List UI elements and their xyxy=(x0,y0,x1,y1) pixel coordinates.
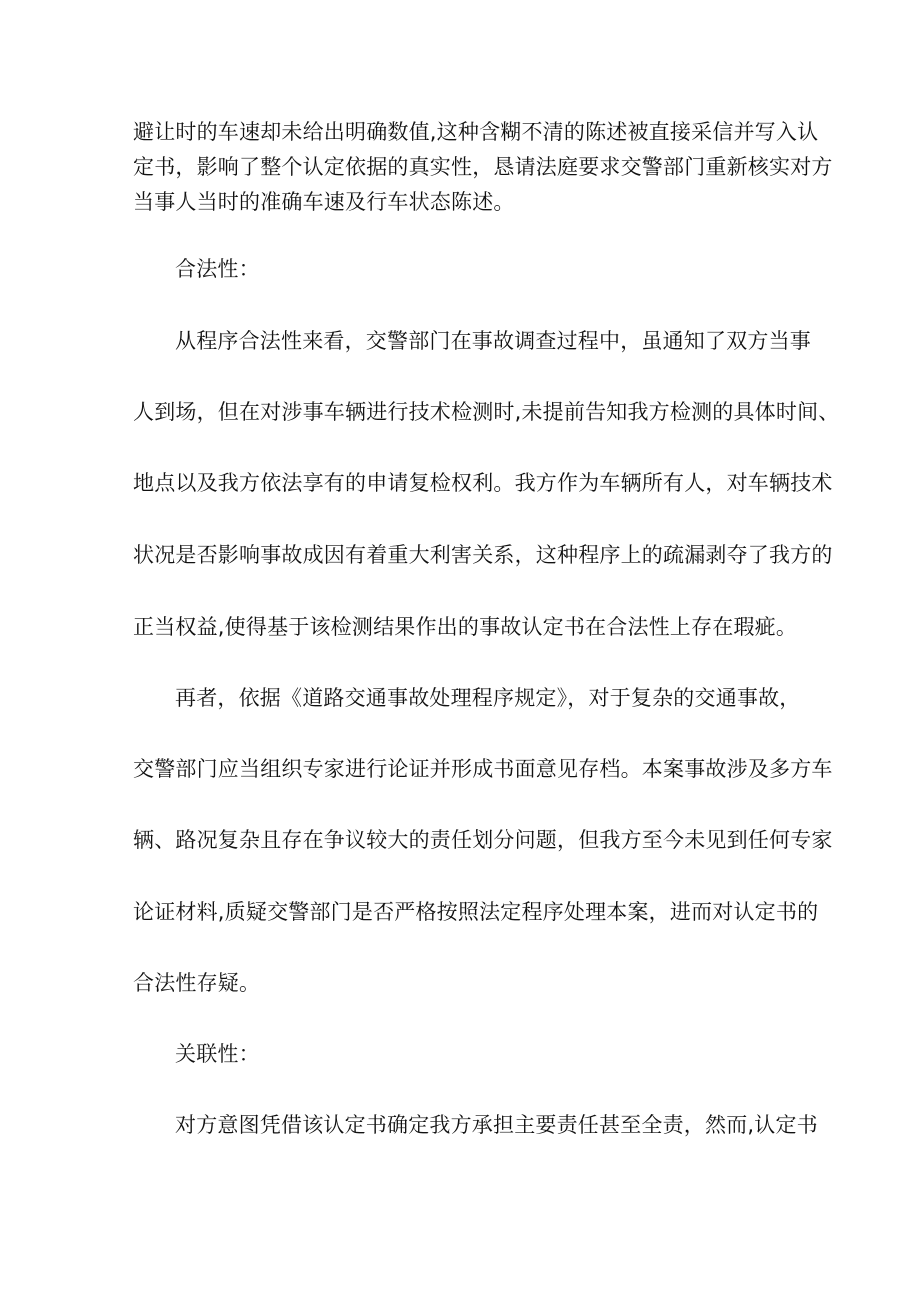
paragraph-line: 合法性存疑。 xyxy=(133,971,261,995)
paragraph-line: 当事人当时的准确车速及行车状态陈述。 xyxy=(133,190,515,214)
paragraph-line: 正当权益,使得基于该检测结果作出的事故认定书在合法性上存在瑕疵。 xyxy=(133,615,798,639)
section-heading-relevance: 关联性： xyxy=(175,1042,260,1066)
paragraph-line: 辆、路况复杂且存在争议较大的责任划分问题，但我方至今未见到任何专家 xyxy=(133,828,833,852)
paragraph-line: 从程序合法性来看，交警部门在事故调查过程中，虽通知了双方当事 xyxy=(175,329,811,353)
paragraph-line: 避让时的车速却未给出明确数值,这种含糊不清的陈述被直接采信并写入认 xyxy=(133,120,819,144)
paragraph-line: 再者，依据《道路交通事故处理程序规定》，对于复杂的交通事故， xyxy=(175,686,801,710)
paragraph-line: 状况是否影响事故成因有着重大利害关系，这种程序上的疏漏剥夺了我方的 xyxy=(133,543,833,567)
paragraph-line: 人到场，但在对涉事车辆进行技术检测时,未提前告知我方检测的具体时间、 xyxy=(133,400,840,424)
paragraph-line: 论证材料,质疑交警部门是否严格按照法定程序处理本案，进而对认定书的 xyxy=(133,900,819,924)
paragraph-line: 交警部门应当组织专家进行论证并形成书面意见存档。本案事故涉及多方车 xyxy=(133,757,833,781)
paragraph-line: 对方意图凭借该认定书确定我方承担主要责任甚至全责，然而,认定书 xyxy=(175,1113,818,1137)
paragraph-line: 定书，影响了整个认定依据的真实性，恳请法庭要求交警部门重新核实对方 xyxy=(133,155,833,179)
paragraph-line: 地点以及我方依法享有的申请复检权利。我方作为车辆所有人，对车辆技术 xyxy=(133,471,833,495)
section-heading-legality: 合法性： xyxy=(175,257,260,281)
